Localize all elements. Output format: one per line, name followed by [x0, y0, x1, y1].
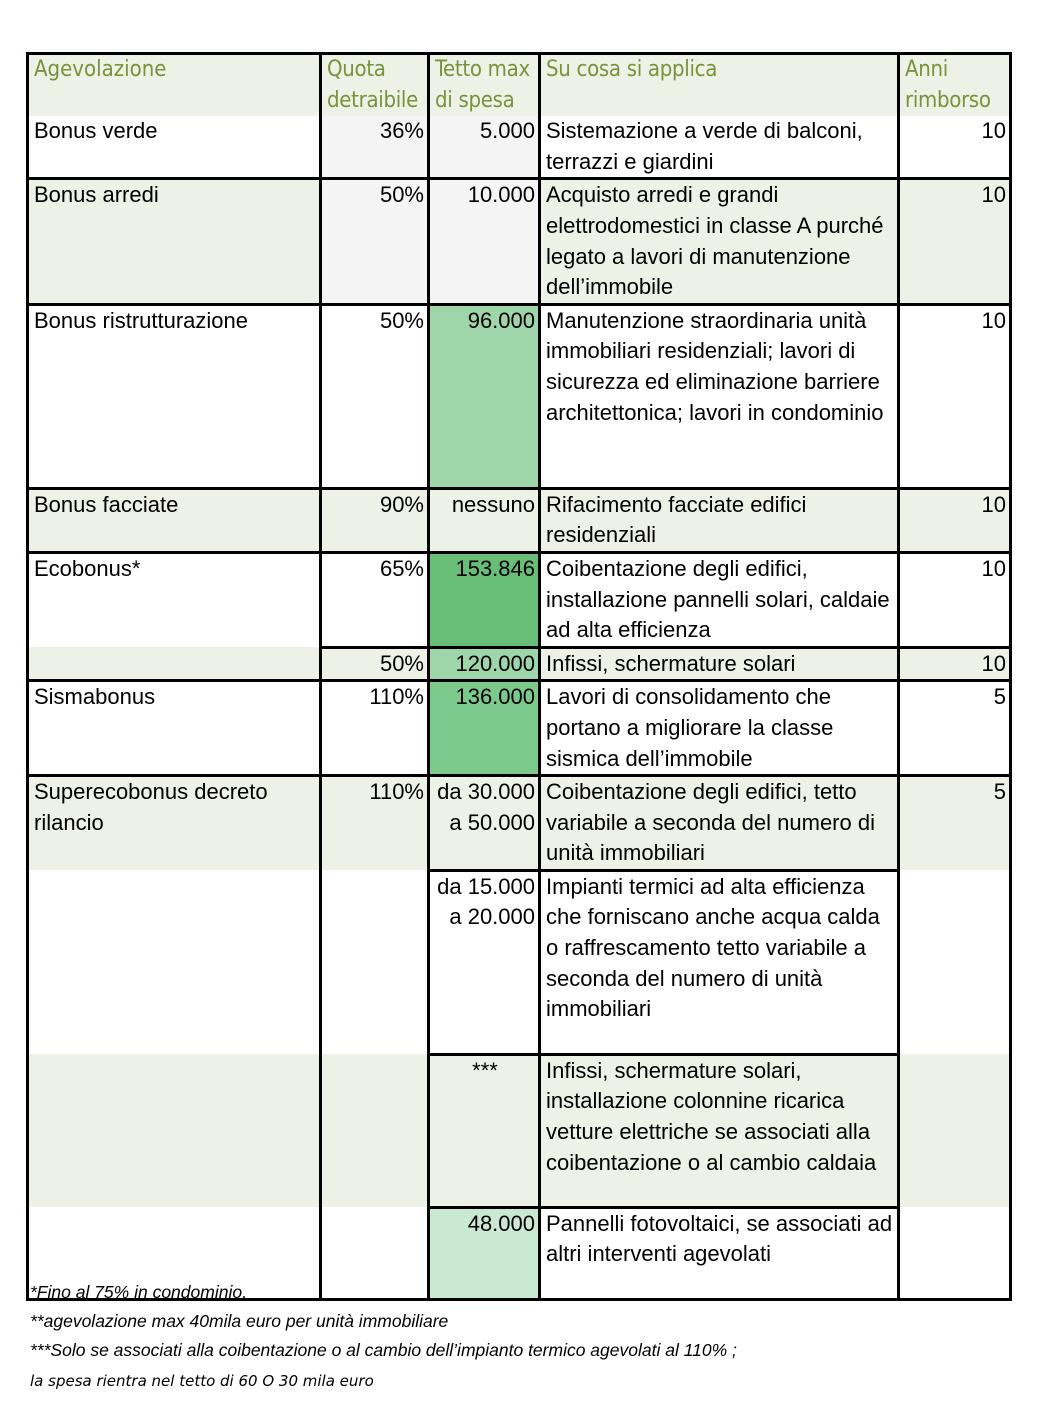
header-anni: Anni rimborso — [899, 54, 1011, 117]
table-row — [28, 681, 1011, 776]
table-row — [28, 647, 1011, 681]
cell-tetto: da 15.000 a 20.000 — [429, 870, 540, 1054]
cell-agevolazione — [28, 647, 321, 681]
cell-tetto: 120.000 — [429, 647, 540, 681]
cell-tetto: 136.000 — [429, 681, 540, 776]
table-row — [28, 870, 1011, 1054]
cell-anni: 10 — [899, 552, 1011, 647]
cell-applica: Infissi, schermature solari — [540, 647, 899, 681]
cell-tetto: 96.000 — [429, 304, 540, 488]
cell-anni: 10 — [899, 304, 1011, 488]
cell-tetto: da 30.000 a 50.000 — [429, 776, 540, 871]
cell-tetto: 48.000 — [429, 1207, 540, 1299]
cell-agevolazione: Bonus arredi — [28, 179, 321, 304]
footnotes — [30, 1278, 737, 1396]
footnote-2: **agevolazione max 40mila euro per unità immobiliare — [30, 1311, 449, 1331]
cell-tetto: 5.000 — [429, 116, 540, 179]
cell-applica: Sistemazione a verde di balconi, terrazzi e giardini — [540, 116, 899, 179]
cell-anni: 5 — [899, 776, 1011, 871]
cell-anni: 5 — [899, 681, 1011, 776]
cell-agevolazione: Sismabonus — [28, 681, 321, 776]
cell-agevolazione: Ecobonus* — [28, 552, 321, 647]
cell-tetto: nessuno — [429, 488, 540, 552]
cell-quota: 50% — [321, 304, 429, 488]
header-tetto: Tetto max di spesa — [429, 54, 540, 117]
cell-quota — [321, 1054, 429, 1207]
table-row — [28, 776, 1011, 871]
cell-quota: 36% — [321, 116, 429, 179]
cell-anni — [899, 1207, 1011, 1299]
agevolazioni-table — [26, 52, 1012, 1301]
cell-quota: 50% — [321, 179, 429, 304]
table-row — [28, 179, 1011, 304]
cell-applica: Manutenzione straordinaria unità immobiliari residenziali; lavori di sicurezza ed eliminazione barriere architettonica; lavori in condominio — [540, 304, 899, 488]
header-agevolazione: Agevolazione — [28, 54, 321, 117]
cell-agevolazione — [28, 1054, 321, 1207]
header-quota: Quota detraibile — [321, 54, 429, 117]
cell-tetto: 153.846 — [429, 552, 540, 647]
table-row — [28, 304, 1011, 488]
cell-applica: Infissi, schermature solari, installazione colonnine ricarica vetture elettriche se associati alla coibentazione o al cambio caldaia — [540, 1054, 899, 1207]
footnote-4: la spesa rientra nel tetto di 60 O 30 mila euro — [30, 1372, 374, 1390]
cell-applica: Coibentazione degli edifici, installazione pannelli solari, caldaie ad alta efficienza — [540, 552, 899, 647]
header-applica: Su cosa si applica — [540, 54, 899, 117]
cell-applica: Acquisto arredi e grandi elettrodomestici in classe A purché legato a lavori di manutenzione dell’immobile — [540, 179, 899, 304]
cell-agevolazione: Superecobonus decreto rilancio — [28, 776, 321, 871]
cell-agevolazione: Bonus verde — [28, 116, 321, 179]
cell-anni — [899, 1054, 1011, 1207]
cell-tetto: 10.000 — [429, 179, 540, 304]
table-row — [28, 488, 1011, 552]
cell-agevolazione — [28, 870, 321, 1054]
cell-applica: Impianti termici ad alta efficienza che forniscano anche acqua calda o raffrescamento tetto variabile a seconda del numero di unità immobiliari — [540, 870, 899, 1054]
cell-applica: Coibentazione degli edifici, tetto variabile a seconda del numero di unità immobiliari — [540, 776, 899, 871]
cell-quota: 90% — [321, 488, 429, 552]
table-row — [28, 116, 1011, 179]
cell-applica: Rifacimento facciate edifici residenziali — [540, 488, 899, 552]
cell-tetto: *** — [429, 1054, 540, 1207]
cell-anni — [899, 870, 1011, 1054]
cell-quota: 50% — [321, 647, 429, 681]
footnote-1: *Fino al 75% in condominio, — [30, 1282, 247, 1302]
table-row — [28, 552, 1011, 647]
cell-anni: 10 — [899, 647, 1011, 681]
cell-quota — [321, 870, 429, 1054]
cell-anni: 10 — [899, 116, 1011, 179]
cell-anni: 10 — [899, 488, 1011, 552]
cell-agevolazione: Bonus facciate — [28, 488, 321, 552]
cell-quota: 110% — [321, 681, 429, 776]
cell-quota: 65% — [321, 552, 429, 647]
cell-applica: Lavori di consolidamento che portano a migliorare la classe sismica dell’immobile — [540, 681, 899, 776]
table-header-row — [28, 54, 1011, 117]
cell-agevolazione: Bonus ristrutturazione — [28, 304, 321, 488]
cell-applica: Pannelli fotovoltaici, se associati ad altri interventi agevolati — [540, 1207, 899, 1299]
table-row — [28, 1054, 1011, 1207]
footnote-3: ***Solo se associati alla coibentazione o al cambio dell’impianto termico agevolati al 110% ; — [30, 1340, 737, 1360]
cell-quota: 110% — [321, 776, 429, 871]
cell-anni: 10 — [899, 179, 1011, 304]
